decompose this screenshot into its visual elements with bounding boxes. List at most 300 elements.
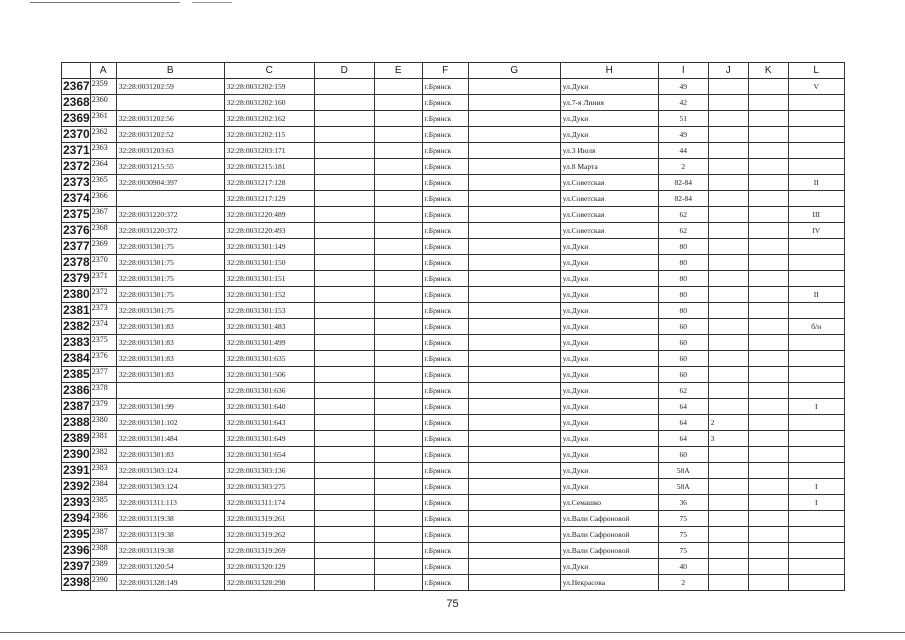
cell-j[interactable] <box>708 559 748 575</box>
cell-c[interactable]: 32:28:0031202:162 <box>224 111 314 127</box>
cell-j[interactable] <box>708 175 748 191</box>
cell-d[interactable] <box>314 479 374 495</box>
row-number[interactable]: 2386 <box>63 383 90 397</box>
cell-j[interactable] <box>708 127 748 143</box>
cell-b[interactable]: 32:28:0031319:38 <box>116 527 224 543</box>
column-header-k[interactable]: K <box>748 63 788 79</box>
cell-b[interactable]: 32:28:0031202:52 <box>116 127 224 143</box>
cell-f[interactable]: г.Брянск <box>422 79 468 95</box>
cell-e[interactable] <box>374 511 422 527</box>
cell-e[interactable] <box>374 303 422 319</box>
row-number[interactable]: 2383 <box>63 335 90 349</box>
cell-l[interactable]: II <box>788 287 844 303</box>
cell-j[interactable] <box>708 463 748 479</box>
cell-j[interactable] <box>708 191 748 207</box>
cell-d[interactable] <box>314 319 374 335</box>
column-header-j[interactable]: J <box>708 63 748 79</box>
row-number[interactable]: 2389 <box>63 431 90 445</box>
cell-e[interactable] <box>374 399 422 415</box>
cell-e[interactable] <box>374 447 422 463</box>
row-number[interactable]: 2390 <box>63 447 90 461</box>
cell-k[interactable] <box>748 463 788 479</box>
cell-f[interactable]: г.Брянск <box>422 511 468 527</box>
row-number[interactable]: 2388 <box>63 415 90 429</box>
cell-j[interactable] <box>708 223 748 239</box>
cell-g[interactable] <box>468 239 560 255</box>
cell-h[interactable]: ул.Советская <box>560 207 658 223</box>
cell-i[interactable]: 62 <box>658 223 708 239</box>
cell-d[interactable] <box>314 175 374 191</box>
cell-l[interactable] <box>788 415 844 431</box>
cell-a[interactable]: 2379 <box>90 399 116 415</box>
cell-b[interactable]: 32:28:0031202:56 <box>116 111 224 127</box>
cell-h[interactable]: ул.Некрасова <box>560 575 658 591</box>
cell-d[interactable] <box>314 223 374 239</box>
cell-i[interactable]: 80 <box>658 271 708 287</box>
cell-f[interactable]: г.Брянск <box>422 319 468 335</box>
row-number[interactable]: 2367 <box>63 79 90 93</box>
cell-b[interactable]: 32:28:0031215:55 <box>116 159 224 175</box>
cell-f[interactable]: г.Брянск <box>422 431 468 447</box>
cell-b[interactable]: 32:28:0031301:75 <box>116 271 224 287</box>
row-number[interactable]: 2373 <box>63 175 90 189</box>
cell-f[interactable]: г.Брянск <box>422 351 468 367</box>
row-number[interactable]: 2375 <box>63 207 90 221</box>
cell-f[interactable]: г.Брянск <box>422 191 468 207</box>
cell-g[interactable] <box>468 575 560 591</box>
cell-d[interactable] <box>314 127 374 143</box>
cell-e[interactable] <box>374 479 422 495</box>
cell-i[interactable]: 64 <box>658 399 708 415</box>
cell-g[interactable] <box>468 367 560 383</box>
cell-f[interactable]: г.Брянск <box>422 463 468 479</box>
cell-c[interactable]: 32:28:0031301:152 <box>224 287 314 303</box>
cell-g[interactable] <box>468 415 560 431</box>
cell-l[interactable] <box>788 367 844 383</box>
cell-h[interactable]: ул.Вали Сафроновой <box>560 543 658 559</box>
cell-a[interactable]: 2366 <box>90 191 116 207</box>
cell-i[interactable]: 44 <box>658 143 708 159</box>
cell-e[interactable] <box>374 431 422 447</box>
column-header-a[interactable]: A <box>90 63 116 79</box>
cell-j[interactable] <box>708 95 748 111</box>
cell-i[interactable]: 62 <box>658 383 708 399</box>
cell-i[interactable]: 49 <box>658 79 708 95</box>
cell-b[interactable]: 32:28:0031301:83 <box>116 367 224 383</box>
cell-c[interactable]: 32:28:0031303:275 <box>224 479 314 495</box>
cell-b[interactable] <box>116 383 224 399</box>
cell-c[interactable]: 32:28:0031215:181 <box>224 159 314 175</box>
cell-l[interactable] <box>788 431 844 447</box>
cell-d[interactable] <box>314 367 374 383</box>
cell-a[interactable]: 2390 <box>90 575 116 591</box>
cell-h[interactable]: ул.Дуки <box>560 399 658 415</box>
cell-g[interactable] <box>468 319 560 335</box>
cell-g[interactable] <box>468 143 560 159</box>
cell-e[interactable] <box>374 79 422 95</box>
cell-i[interactable]: 36 <box>658 495 708 511</box>
cell-i[interactable]: 2 <box>658 159 708 175</box>
cell-e[interactable] <box>374 95 422 111</box>
cell-f[interactable]: г.Брянск <box>422 383 468 399</box>
cell-e[interactable] <box>374 255 422 271</box>
cell-l[interactable] <box>788 559 844 575</box>
cell-a[interactable]: 2367 <box>90 207 116 223</box>
cell-c[interactable]: 32:28:0031320:129 <box>224 559 314 575</box>
cell-b[interactable]: 32:28:0031301:75 <box>116 287 224 303</box>
cell-a[interactable]: 2388 <box>90 543 116 559</box>
cell-g[interactable] <box>468 511 560 527</box>
cell-e[interactable] <box>374 207 422 223</box>
row-number[interactable]: 2377 <box>63 239 90 253</box>
cell-f[interactable]: г.Брянск <box>422 527 468 543</box>
cell-e[interactable] <box>374 495 422 511</box>
cell-h[interactable]: ул.Дуки <box>560 271 658 287</box>
cell-l[interactable] <box>788 463 844 479</box>
cell-e[interactable] <box>374 559 422 575</box>
cell-e[interactable] <box>374 111 422 127</box>
cell-b[interactable]: 32:28:0031301:99 <box>116 399 224 415</box>
cell-e[interactable] <box>374 191 422 207</box>
cell-l[interactable] <box>788 271 844 287</box>
cell-f[interactable]: г.Брянск <box>422 111 468 127</box>
cell-f[interactable]: г.Брянск <box>422 543 468 559</box>
cell-l[interactable] <box>788 527 844 543</box>
cell-d[interactable] <box>314 111 374 127</box>
cell-g[interactable] <box>468 255 560 271</box>
cell-h[interactable]: ул.Дуки <box>560 351 658 367</box>
cell-c[interactable]: 32:28:0031301:150 <box>224 255 314 271</box>
cell-j[interactable] <box>708 335 748 351</box>
cell-i[interactable]: 60 <box>658 335 708 351</box>
cell-f[interactable]: г.Брянск <box>422 335 468 351</box>
cell-a[interactable]: 2375 <box>90 335 116 351</box>
cell-a[interactable]: 2364 <box>90 159 116 175</box>
cell-j[interactable] <box>708 143 748 159</box>
cell-j[interactable] <box>708 303 748 319</box>
cell-j[interactable] <box>708 511 748 527</box>
cell-j[interactable] <box>708 399 748 415</box>
cell-j[interactable] <box>708 287 748 303</box>
cell-i[interactable]: 64 <box>658 415 708 431</box>
cell-i[interactable]: 82-84 <box>658 175 708 191</box>
cell-k[interactable] <box>748 303 788 319</box>
cell-g[interactable] <box>468 303 560 319</box>
cell-j[interactable] <box>708 239 748 255</box>
cell-j[interactable] <box>708 447 748 463</box>
cell-e[interactable] <box>374 127 422 143</box>
cell-h[interactable]: ул.Советская <box>560 191 658 207</box>
cell-a[interactable]: 2369 <box>90 239 116 255</box>
cell-k[interactable] <box>748 319 788 335</box>
cell-d[interactable] <box>314 95 374 111</box>
row-number[interactable]: 2368 <box>63 95 90 109</box>
cell-l[interactable] <box>788 351 844 367</box>
cell-k[interactable] <box>748 79 788 95</box>
cell-k[interactable] <box>748 287 788 303</box>
row-number[interactable]: 2392 <box>63 479 90 493</box>
cell-b[interactable]: 32:28:0031301:83 <box>116 335 224 351</box>
cell-g[interactable] <box>468 207 560 223</box>
cell-a[interactable]: 2374 <box>90 319 116 335</box>
cell-c[interactable]: 32:28:0031202:159 <box>224 79 314 95</box>
cell-i[interactable]: 75 <box>658 543 708 559</box>
cell-f[interactable]: г.Брянск <box>422 303 468 319</box>
cell-d[interactable] <box>314 239 374 255</box>
cell-d[interactable] <box>314 271 374 287</box>
cell-b[interactable]: 32:28:0031301:75 <box>116 255 224 271</box>
cell-d[interactable] <box>314 447 374 463</box>
row-number[interactable]: 2374 <box>63 191 90 205</box>
cell-i[interactable]: 51 <box>658 111 708 127</box>
cell-a[interactable]: 2389 <box>90 559 116 575</box>
cell-g[interactable] <box>468 383 560 399</box>
cell-f[interactable]: г.Брянск <box>422 159 468 175</box>
cell-d[interactable] <box>314 159 374 175</box>
cell-i[interactable]: 80 <box>658 239 708 255</box>
cell-h[interactable]: ул.Советская <box>560 175 658 191</box>
cell-k[interactable] <box>748 351 788 367</box>
cell-e[interactable] <box>374 239 422 255</box>
cell-c[interactable]: 32:28:0031301:149 <box>224 239 314 255</box>
cell-k[interactable] <box>748 527 788 543</box>
cell-e[interactable] <box>374 383 422 399</box>
column-header-h[interactable]: H <box>560 63 658 79</box>
cell-g[interactable] <box>468 127 560 143</box>
cell-d[interactable] <box>314 303 374 319</box>
cell-c[interactable]: 32:28:0031202:160 <box>224 95 314 111</box>
column-header-b[interactable]: B <box>116 63 224 79</box>
cell-a[interactable]: 2377 <box>90 367 116 383</box>
cell-d[interactable] <box>314 191 374 207</box>
cell-k[interactable] <box>748 175 788 191</box>
cell-k[interactable] <box>748 543 788 559</box>
cell-i[interactable]: 60 <box>658 351 708 367</box>
cell-e[interactable] <box>374 527 422 543</box>
row-number[interactable]: 2385 <box>63 367 90 381</box>
cell-g[interactable] <box>468 79 560 95</box>
cell-e[interactable] <box>374 175 422 191</box>
cell-d[interactable] <box>314 79 374 95</box>
cell-k[interactable] <box>748 111 788 127</box>
cell-l[interactable] <box>788 239 844 255</box>
cell-d[interactable] <box>314 575 374 591</box>
cell-d[interactable] <box>314 255 374 271</box>
cell-c[interactable]: 32:28:0031301:635 <box>224 351 314 367</box>
cell-b[interactable]: 32:28:0031328:149 <box>116 575 224 591</box>
cell-i[interactable]: 42 <box>658 95 708 111</box>
cell-k[interactable] <box>748 127 788 143</box>
cell-c[interactable]: 32:28:0031319:262 <box>224 527 314 543</box>
cell-e[interactable] <box>374 463 422 479</box>
cell-i[interactable]: 49 <box>658 127 708 143</box>
cell-i[interactable]: 58А <box>658 479 708 495</box>
cell-c[interactable]: 32:28:0031303:136 <box>224 463 314 479</box>
row-number[interactable]: 2384 <box>63 351 90 365</box>
cell-h[interactable]: ул.Дуки <box>560 447 658 463</box>
cell-c[interactable]: 32:28:0031301:151 <box>224 271 314 287</box>
cell-e[interactable] <box>374 287 422 303</box>
cell-h[interactable]: ул.Дуки <box>560 559 658 575</box>
cell-a[interactable]: 2368 <box>90 223 116 239</box>
cell-b[interactable] <box>116 95 224 111</box>
cell-b[interactable] <box>116 191 224 207</box>
cell-b[interactable]: 32:28:0031220:372 <box>116 223 224 239</box>
cell-l[interactable]: II <box>788 175 844 191</box>
cell-h[interactable]: ул.Дуки <box>560 79 658 95</box>
cell-f[interactable]: г.Брянск <box>422 175 468 191</box>
column-header-g[interactable]: G <box>468 63 560 79</box>
row-number[interactable]: 2394 <box>63 511 90 525</box>
cell-j[interactable] <box>708 383 748 399</box>
cell-d[interactable] <box>314 543 374 559</box>
cell-c[interactable]: 32:28:0031301:153 <box>224 303 314 319</box>
cell-g[interactable] <box>468 111 560 127</box>
cell-b[interactable]: 32:28:0030904:397 <box>116 175 224 191</box>
cell-k[interactable] <box>748 223 788 239</box>
cell-d[interactable] <box>314 335 374 351</box>
cell-b[interactable]: 32:28:0031319:38 <box>116 543 224 559</box>
cell-f[interactable]: г.Брянск <box>422 415 468 431</box>
cell-a[interactable]: 2362 <box>90 127 116 143</box>
cell-f[interactable]: г.Брянск <box>422 239 468 255</box>
cell-h[interactable]: ул.Дуки <box>560 239 658 255</box>
column-header-f[interactable]: F <box>422 63 468 79</box>
cell-c[interactable]: 32:28:0031202:115 <box>224 127 314 143</box>
cell-h[interactable]: ул.Советская <box>560 223 658 239</box>
cell-a[interactable]: 2363 <box>90 143 116 159</box>
cell-e[interactable] <box>374 335 422 351</box>
cell-b[interactable]: 32:28:0031320:54 <box>116 559 224 575</box>
cell-g[interactable] <box>468 559 560 575</box>
cell-d[interactable] <box>314 143 374 159</box>
cell-j[interactable] <box>708 159 748 175</box>
cell-a[interactable]: 2378 <box>90 383 116 399</box>
cell-d[interactable] <box>314 463 374 479</box>
cell-i[interactable]: 80 <box>658 303 708 319</box>
cell-b[interactable]: 32:28:0031301:75 <box>116 239 224 255</box>
cell-a[interactable]: 2373 <box>90 303 116 319</box>
cell-j[interactable] <box>708 111 748 127</box>
cell-g[interactable] <box>468 495 560 511</box>
cell-g[interactable] <box>468 271 560 287</box>
cell-b[interactable]: 32:28:0031311:113 <box>116 495 224 511</box>
row-number[interactable]: 2371 <box>63 143 90 157</box>
cell-e[interactable] <box>374 223 422 239</box>
cell-j[interactable] <box>708 79 748 95</box>
cell-e[interactable] <box>374 367 422 383</box>
cell-l[interactable] <box>788 303 844 319</box>
cell-c[interactable]: 32:28:0031301:499 <box>224 335 314 351</box>
cell-f[interactable]: г.Брянск <box>422 495 468 511</box>
cell-k[interactable] <box>748 383 788 399</box>
row-number[interactable]: 2381 <box>63 303 90 317</box>
cell-l[interactable]: б/н <box>788 319 844 335</box>
cell-l[interactable] <box>788 159 844 175</box>
row-number[interactable]: 2370 <box>63 127 90 141</box>
cell-i[interactable]: 80 <box>658 287 708 303</box>
cell-g[interactable] <box>468 399 560 415</box>
cell-a[interactable]: 2376 <box>90 351 116 367</box>
cell-i[interactable]: 64 <box>658 431 708 447</box>
cell-c[interactable]: 32:28:0031301:649 <box>224 431 314 447</box>
row-number[interactable]: 2393 <box>63 495 90 509</box>
cell-b[interactable]: 32:28:0031301:102 <box>116 415 224 431</box>
cell-e[interactable] <box>374 143 422 159</box>
cell-b[interactable]: 32:28:0031203:63 <box>116 143 224 159</box>
cell-k[interactable] <box>748 143 788 159</box>
cell-j[interactable] <box>708 575 748 591</box>
cell-h[interactable]: ул.Семашко <box>560 495 658 511</box>
cell-c[interactable]: 32:28:0031301:506 <box>224 367 314 383</box>
cell-f[interactable]: г.Брянск <box>422 127 468 143</box>
cell-k[interactable] <box>748 479 788 495</box>
cell-j[interactable] <box>708 271 748 287</box>
cell-d[interactable] <box>314 415 374 431</box>
cell-i[interactable]: 75 <box>658 527 708 543</box>
cell-h[interactable]: ул.Дуки <box>560 111 658 127</box>
cell-c[interactable]: 32:28:0031220:493 <box>224 223 314 239</box>
cell-e[interactable] <box>374 319 422 335</box>
cell-c[interactable]: 32:28:0031311:174 <box>224 495 314 511</box>
cell-d[interactable] <box>314 207 374 223</box>
row-number[interactable]: 2369 <box>63 111 90 125</box>
cell-l[interactable] <box>788 127 844 143</box>
cell-b[interactable]: 32:28:0031303:124 <box>116 479 224 495</box>
cell-b[interactable]: 32:28:0031301:83 <box>116 319 224 335</box>
cell-h[interactable]: ул.Дуки <box>560 335 658 351</box>
cell-a[interactable]: 2385 <box>90 495 116 511</box>
cell-i[interactable]: 60 <box>658 319 708 335</box>
cell-k[interactable] <box>748 511 788 527</box>
cell-h[interactable]: ул.Вали Сафроновой <box>560 527 658 543</box>
column-header-e[interactable]: E <box>374 63 422 79</box>
cell-h[interactable]: ул.8 Марта <box>560 159 658 175</box>
cell-f[interactable]: г.Брянск <box>422 271 468 287</box>
cell-j[interactable]: 3 <box>708 431 748 447</box>
cell-a[interactable]: 2365 <box>90 175 116 191</box>
cell-b[interactable]: 32:28:0031301:83 <box>116 351 224 367</box>
cell-k[interactable] <box>748 271 788 287</box>
cell-a[interactable]: 2386 <box>90 511 116 527</box>
cell-j[interactable] <box>708 351 748 367</box>
row-number[interactable]: 2391 <box>63 463 90 477</box>
cell-h[interactable]: ул.3 Июля <box>560 143 658 159</box>
cell-d[interactable] <box>314 527 374 543</box>
row-number[interactable]: 2382 <box>63 319 90 333</box>
cell-c[interactable]: 32:28:0031220:489 <box>224 207 314 223</box>
cell-c[interactable]: 32:28:0031301:654 <box>224 447 314 463</box>
cell-b[interactable]: 32:28:0031301:83 <box>116 447 224 463</box>
cell-l[interactable] <box>788 335 844 351</box>
cell-k[interactable] <box>748 255 788 271</box>
cell-f[interactable]: г.Брянск <box>422 479 468 495</box>
cell-g[interactable] <box>468 223 560 239</box>
cell-j[interactable] <box>708 479 748 495</box>
cell-j[interactable] <box>708 527 748 543</box>
cell-g[interactable] <box>468 95 560 111</box>
cell-l[interactable] <box>788 143 844 159</box>
cell-f[interactable]: г.Брянск <box>422 255 468 271</box>
cell-j[interactable] <box>708 319 748 335</box>
cell-i[interactable]: 80 <box>658 255 708 271</box>
cell-g[interactable] <box>468 191 560 207</box>
cell-j[interactable]: 2 <box>708 415 748 431</box>
cell-l[interactable] <box>788 255 844 271</box>
cell-a[interactable]: 2387 <box>90 527 116 543</box>
cell-d[interactable] <box>314 511 374 527</box>
cell-h[interactable]: ул.Дуки <box>560 287 658 303</box>
